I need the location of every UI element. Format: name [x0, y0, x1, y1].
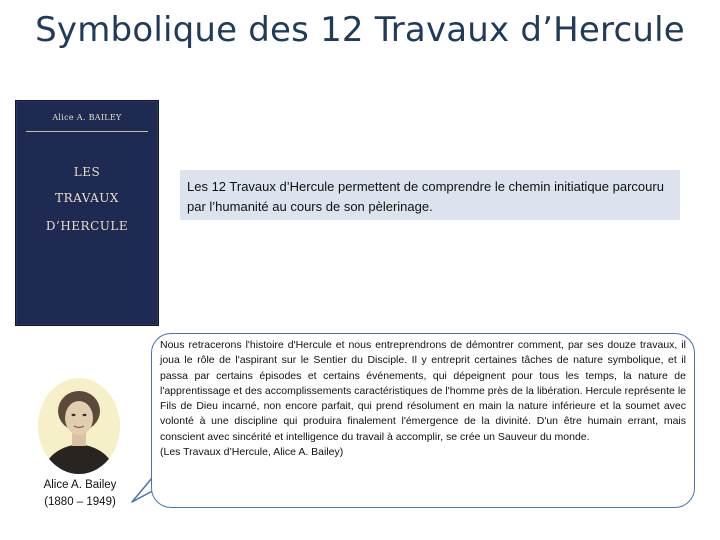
portrait-dates: (1880 – 1949) [44, 496, 116, 508]
quote-body: Nous retracerons l'histoire d'Hercule et nous entreprendrons de démontrer comment, par ses douze travaux, il joua le rôle de l'aspirant sur le Sentier du Disciple. Il y entreprit certaines tâches de nature symbolique, et il passa par certains épisodes et certains événements, qui dépeignent pour tous les temps, la nature de l'apprentissage et des accomplissements caractéristiques de l'homme près de la libération. Hercule représente le Fils de Dieu incarné, non encore parfait, qui prend résolument en main la nature inférieure et la soumet avec volonté à une discipline qui produira finalement l'émergence de la divinité. D'un être humain errant, mais conscient avec sincérité et intelligence du travail à accomplir, se crée un Sauveur du monde. [160, 339, 686, 443]
portrait-photo [38, 378, 120, 474]
intro-text: Les 12 Travaux d’Hercule permettent de comprendre le chemin initiatique parcouru par l’humanité au cours de son pèlerinage. [187, 179, 664, 214]
slide-title: Symbolique des 12 Travaux d’Hercule [35, 10, 685, 50]
intro-text-box [180, 170, 680, 220]
book-cover-title-line-1: LES [73, 165, 101, 179]
portrait-illustration [38, 378, 120, 474]
quote-source: (Les Travaux d’Hercule, Alice A. Bailey) [160, 446, 344, 459]
portrait-caption [20, 477, 140, 511]
book-cover-title-line-2: TRAVAUX [55, 191, 119, 205]
quote-callout [151, 333, 695, 508]
book-cover-title-line-3: D’HERCULE [45, 219, 129, 233]
book-cover-divider [26, 131, 148, 132]
book-cover-image [15, 100, 159, 326]
portrait-name: Alice A. Bailey [43, 479, 117, 491]
book-cover-author: Alice A. BAILEY [52, 113, 122, 122]
